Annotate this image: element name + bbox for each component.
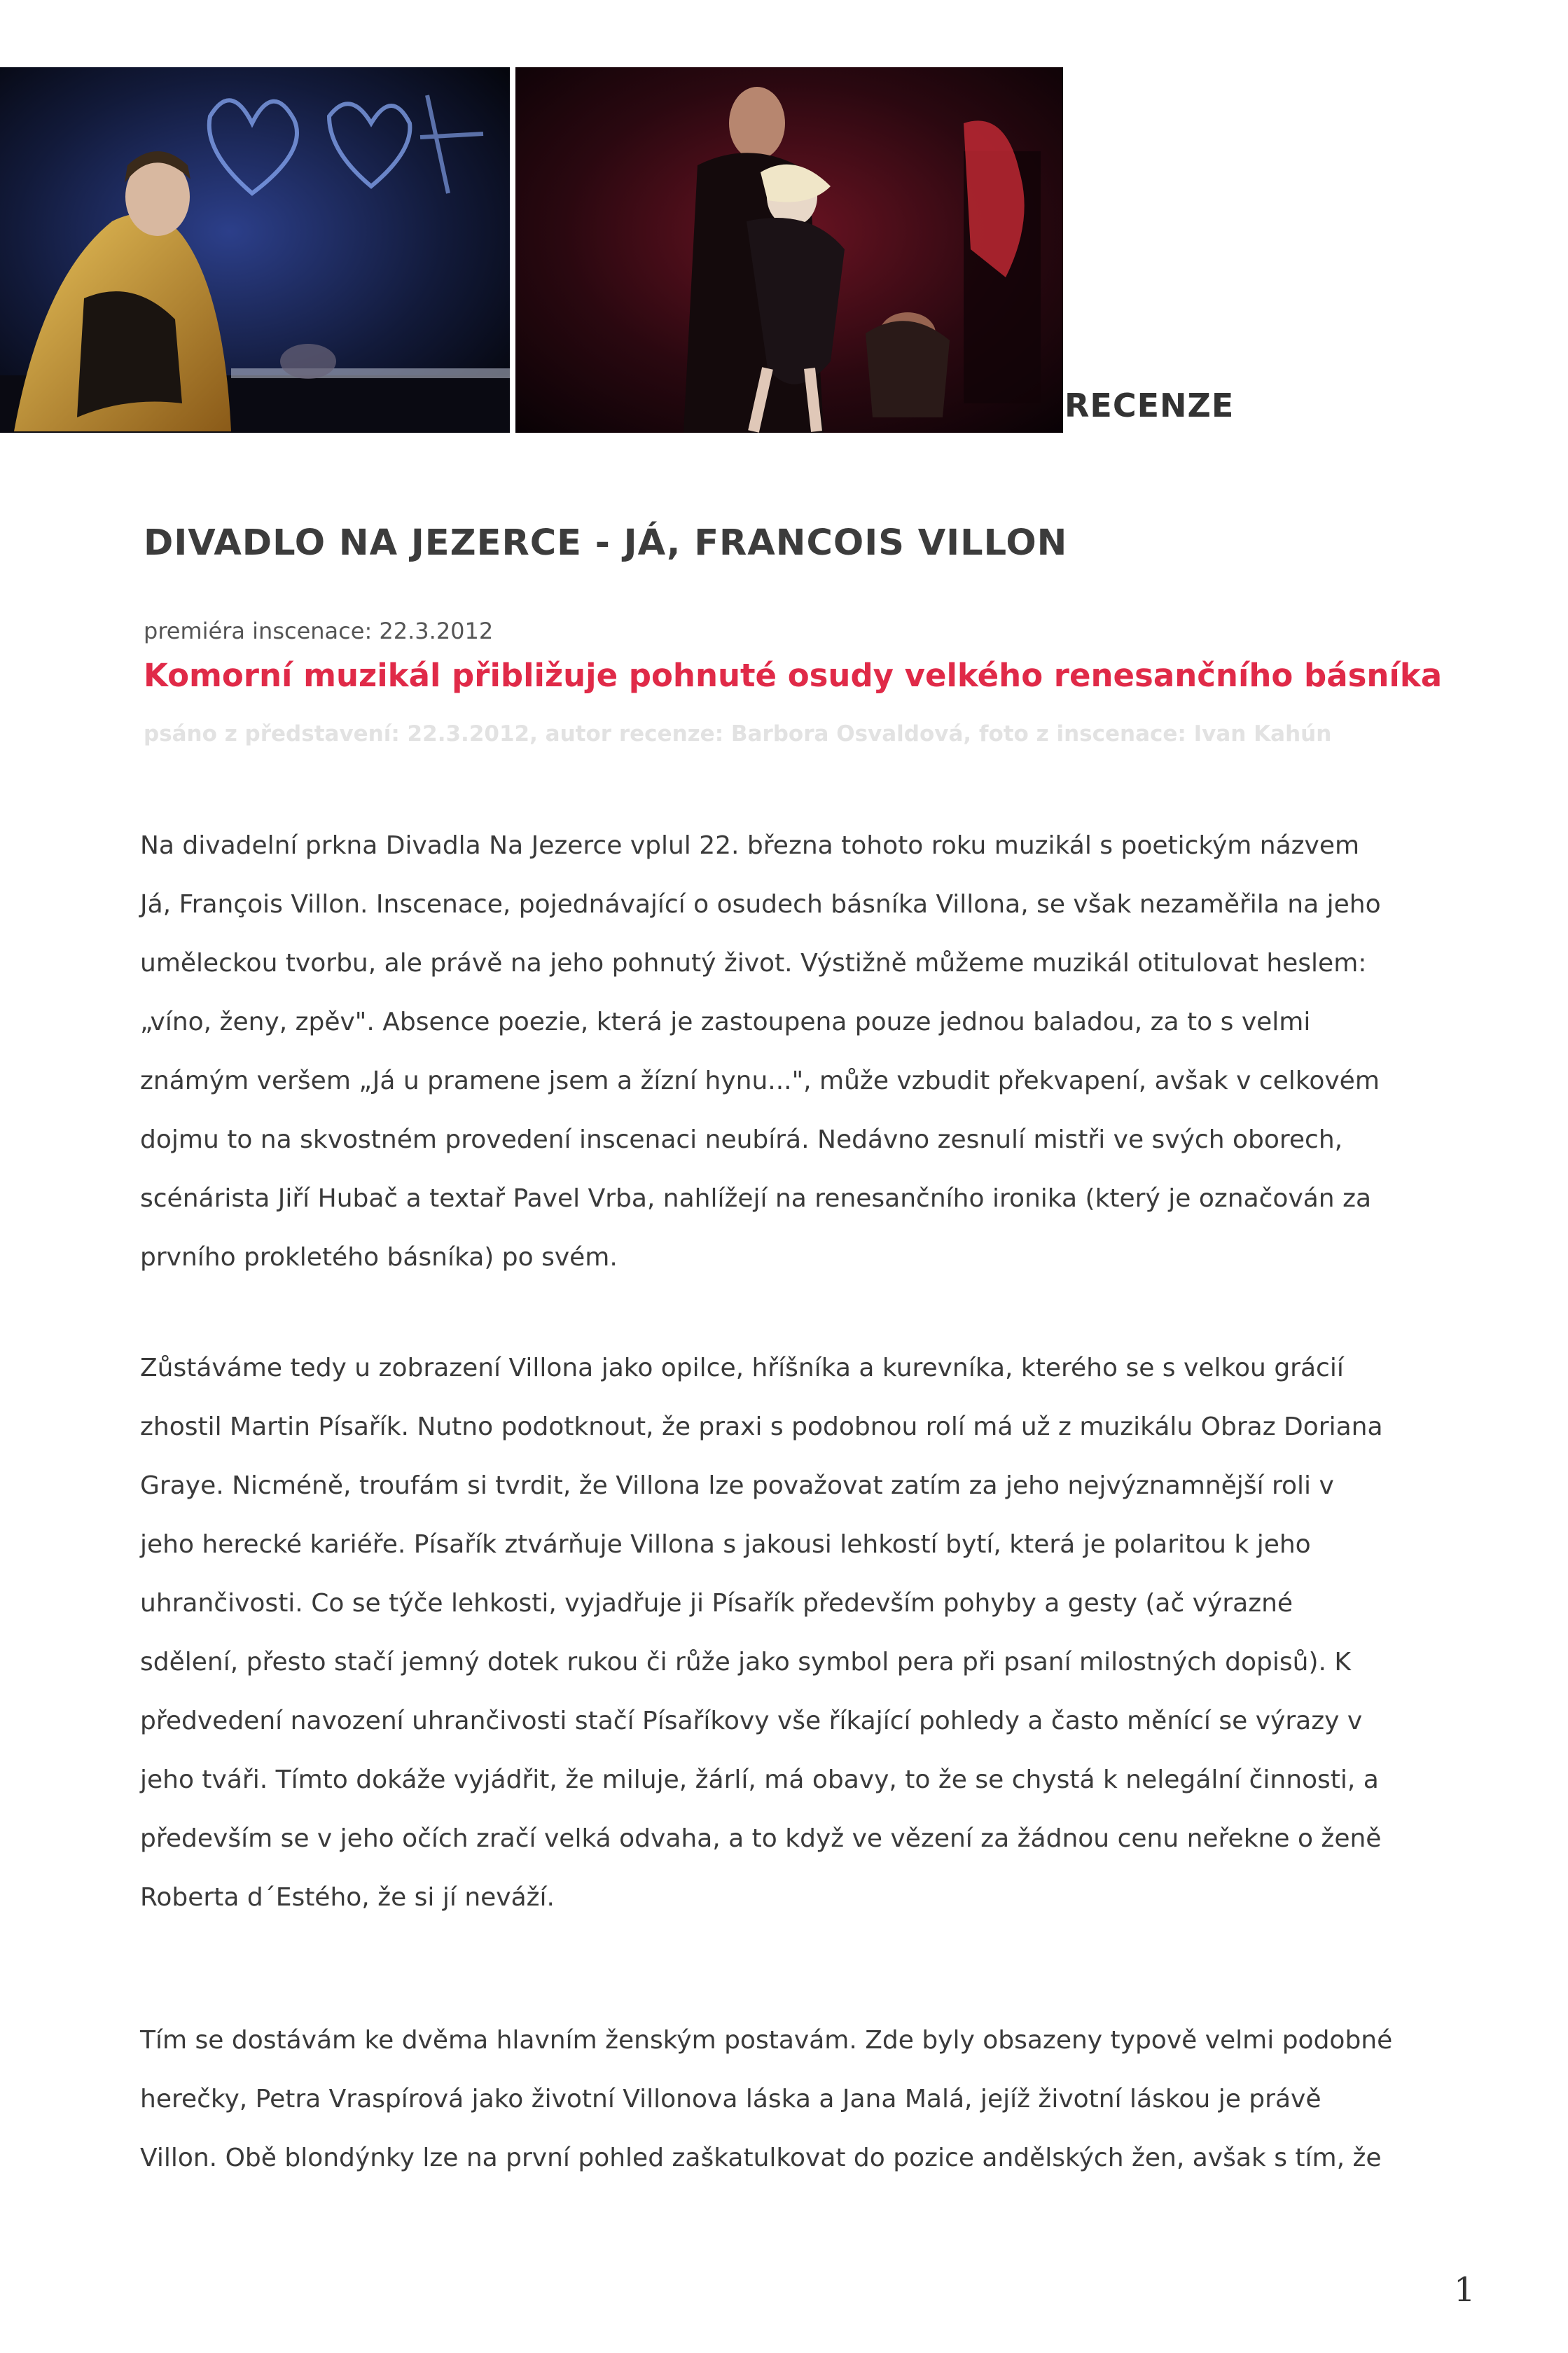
text-line: Villon. Obě blondýnky lze na první pohled zaškatulkovat do pozice andělských žen, avšak s tím, že	[140, 2144, 1382, 2172]
text-line: uměleckou tvorbu, ale právě na jeho pohnutý život. Výstižně můžeme muzikál otitulovat heslem:	[140, 949, 1367, 978]
article-subtitle: Komorní muzikál přibližuje pohnuté osudy velkého renesančního básníka	[144, 657, 1443, 694]
text-line: jeho herecké kariéře. Písařík ztvárňuje Villona s jakousi lehkostí bytí, která je polaritou k jeho	[140, 1530, 1311, 1559]
text-line: „víno, ženy, zpěv". Absence poezie, která je zastoupena pouze jednou baladou, za to s velmi	[140, 1008, 1311, 1036]
text-line: scénárista Jiří Hubač a textař Pavel Vrba, nahlížejí na renesančního ironika (který je označován za	[140, 1184, 1372, 1213]
production-photo-couple-embrace	[515, 67, 1063, 433]
text-line: předvedení navození uhrančivosti stačí Písaříkovy vše říkající pohledy a často měnící se výrazy v	[140, 1707, 1363, 1735]
text-line: dojmu to na skvostném provedení inscenaci neubírá. Nedávno zesnulí mistři ve svých oborech,	[140, 1125, 1343, 1154]
text-line: Roberta d´Estého, že si jí neváží.	[140, 1883, 555, 1912]
text-line: prvního prokletého básníka) po svém.	[140, 1243, 618, 1272]
text-line: Tím se dostávám ke dvěma hlavním ženským postavám. Zde byly obsazeny typově velmi podobné	[140, 2026, 1393, 2055]
text-line: především se v jeho očích zračí velká odvaha, a to když ve vězení za žádnou cenu neřekne o ženě	[140, 1824, 1382, 1853]
text-line: jeho tváři. Tímto dokáže vyjádřit, že miluje, žárlí, má obavy, to že se chystá k nelegální činnosti, a	[140, 1765, 1379, 1794]
article-title: DIVADLO NA JEZERCE - JÁ, FRANCOIS VILLON	[144, 522, 1068, 564]
text-line: uhrančivosti. Co se týče lehkosti, vyjadřuje ji Písařík především pohyby a gesty (ač výrazné	[140, 1589, 1293, 1618]
text-line: známým veršem „Já u pramene jsem a žízní hynu...", může vzbudit překvapení, avšak v celkovém	[140, 1067, 1380, 1095]
text-line: herečky, Petra Vraspírová jako životní Villonova láska a Jana Malá, jejíž životní láskou je právě	[140, 2085, 1321, 2113]
text-line: zhostil Martin Písařík. Nutno podotknout, že praxi s podobnou rolí má už z muzikálu Obraz Doriana	[140, 1413, 1383, 1441]
article-paragraph	[140, 1339, 1471, 1927]
article-byline: psáno z představení: 22.3.2012, autor recenze: Barbora Osvaldová, foto z inscenace: Ivan Kahún	[144, 721, 1332, 747]
production-photo-villon-kneeling	[0, 67, 510, 433]
section-label: RECENZE	[1064, 387, 1235, 424]
text-line: Zůstáváme tedy u zobrazení Villona jako opilce, hříšníka a kurevníka, kterého se s velkou grácií	[140, 1354, 1344, 1382]
text-line: Graye. Nicméně, troufám si tvrdit, že Villona lze považovat zatím za jeho nejvýznamnější roli v	[140, 1471, 1334, 1500]
premiere-date: premiéra inscenace: 22.3.2012	[144, 618, 494, 644]
article-paragraph	[140, 817, 1471, 1287]
text-line: sdělení, přesto stačí jemný dotek rukou či růže jako symbol pera při psaní milostných dopisů). K	[140, 1648, 1352, 1677]
text-line: Já, François Villon. Inscenace, pojednávající o osudech básníka Villona, se však nezaměřila na jeho	[140, 890, 1381, 919]
page-number: 1	[1454, 2270, 1476, 2310]
text-line: Na divadelní prkna Divadla Na Jezerce vplul 22. března tohoto roku muzikál s poetickým názvem	[140, 831, 1360, 860]
article-paragraph	[140, 2011, 1471, 2188]
